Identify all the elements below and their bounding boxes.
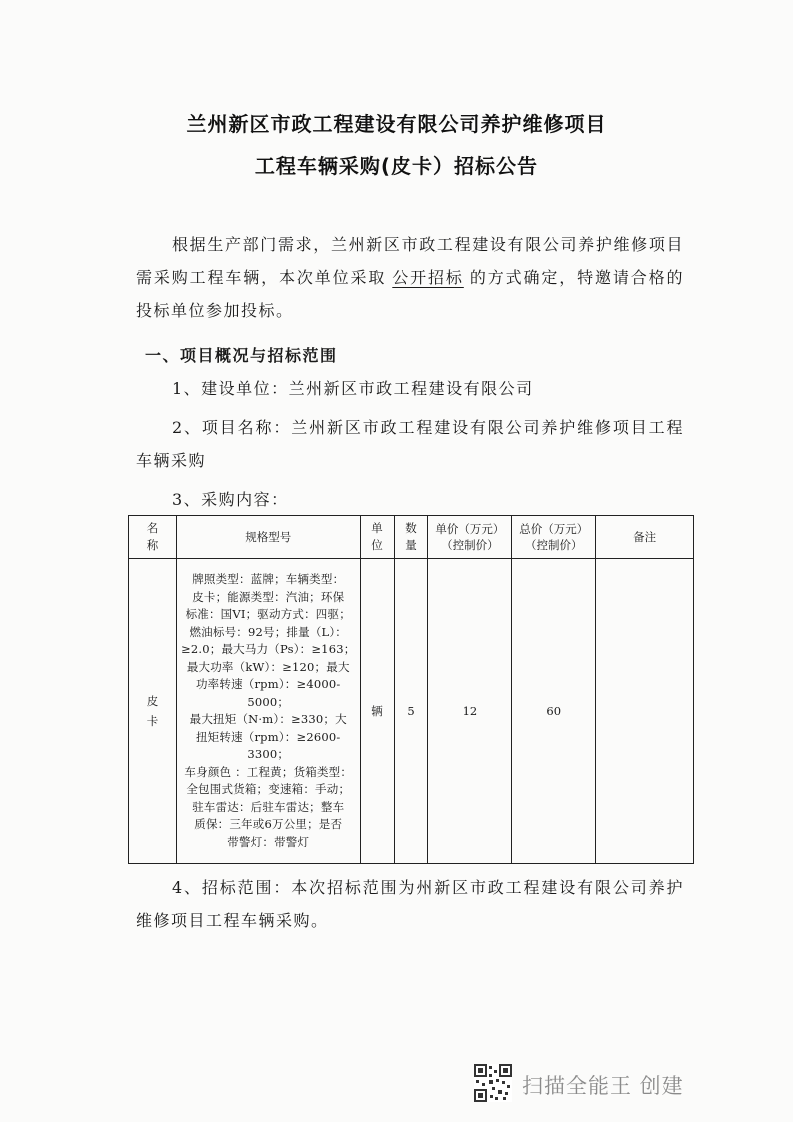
qr-code-icon [474, 1064, 512, 1102]
cell-total-price: 60 [512, 559, 596, 864]
header-unit-price: 单价（万元） （控制价） [428, 516, 512, 559]
procurement-table [128, 515, 694, 864]
cell-qty: 5 [394, 559, 428, 864]
header-name: 名称 [129, 516, 177, 559]
intro-paragraph [136, 228, 684, 327]
item-procurement-content: 3、采购内容： [172, 490, 289, 509]
header-spec: 规格型号 [176, 516, 360, 559]
item-construction-unit: 1、建设单位：兰州新区市政工程建设有限公司 [172, 379, 534, 398]
cell-unit: 辆 [360, 559, 394, 864]
header-unit: 单位 [360, 516, 394, 559]
table-header-row [129, 516, 694, 559]
header-qty: 数量 [394, 516, 428, 559]
table-row [129, 559, 694, 864]
item-bid-scope: 4、招标范围：本次招标范围为州新区市政工程建设有限公司养护维修项目工程车辆采购。 [136, 878, 684, 930]
item-project-name: 2、项目名称：兰州新区市政工程建设有限公司养护维修项目工程车辆采购 [136, 418, 684, 470]
cell-remark [596, 559, 694, 864]
header-remark: 备注 [596, 516, 694, 559]
intro-method: 公开招标 [392, 268, 464, 287]
header-total-price: 总价（万元） （控制价） [512, 516, 596, 559]
section-heading: 一、项目概况与招标范围 [145, 346, 338, 365]
intro-text-before: 根据生产部门需求，兰州新区市政工程建设有限公司养护维修项目需采购工程车辆，本次单位采取 [136, 235, 684, 287]
intro-text-after: 的方式确定，特邀请合格的投标单位参加投标。 [136, 268, 684, 320]
cell-name: 皮卡 [129, 559, 177, 864]
scanner-watermark: 扫描全能王 创建 [522, 1074, 684, 1098]
title-line-1: 兰州新区市政工程建设有限公司养护维修项目 [186, 112, 607, 136]
title-line-2: 工程车辆采购(皮卡）招标公告 [254, 154, 539, 178]
cell-spec: 牌照类型：蓝牌；车辆类型： 皮卡；能源类型：汽油；环保 标准：国VI；驱动方式：四驱； 燃油标号：92号；排量（L）： ≥2.0；最大马力（Ps）：≥163； 最大功率（kW）：≥120；最大 功率转速（rpm）：≥4000-5000； 最大扭矩（N·m）：≥330；大 扭矩转速（rpm）：≥2600-3300； 车身颜色 ：工程黄；货箱类型： 全包围式货箱；变速箱：手动； 驻车雷达：后驻车雷达；整车 质保：三年或6万公里；是否 带警灯：带警灯 [176, 559, 360, 864]
cell-unit-price: 12 [428, 559, 512, 864]
